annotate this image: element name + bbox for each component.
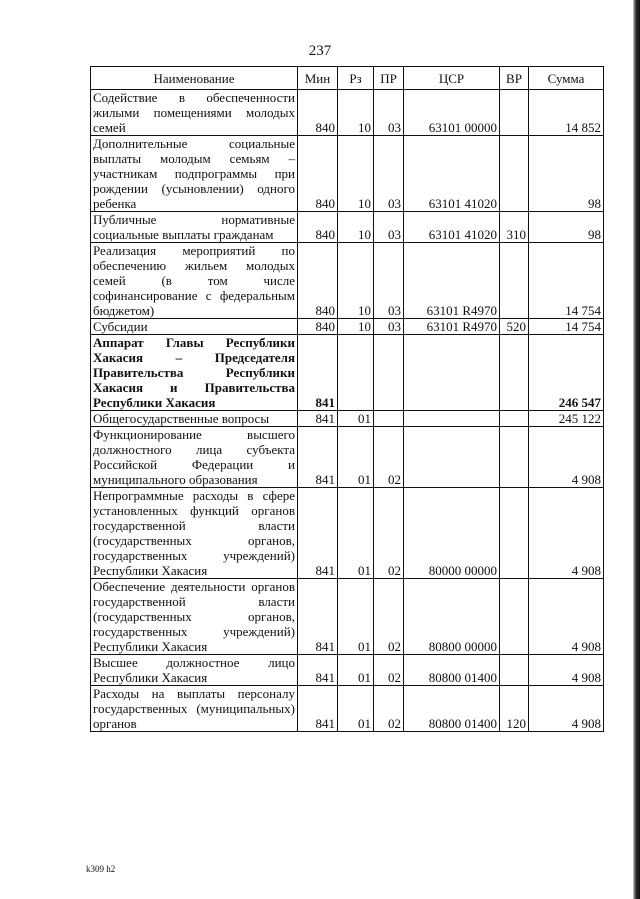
- cell-min: 840: [298, 90, 338, 136]
- cell-min: 841: [298, 579, 338, 655]
- cell-vr: [500, 136, 529, 212]
- column-header-sum: Сумма: [529, 67, 604, 90]
- cell-pr: [374, 411, 404, 427]
- table-row: [91, 90, 604, 136]
- cell-rz: 01: [338, 686, 374, 732]
- cell-vr: 120: [500, 686, 529, 732]
- cell-pr: 03: [374, 319, 404, 335]
- page-number: 237: [308, 43, 332, 59]
- cell-name: Реализация мероприятий по обеспечению жильем молодых семей (в том числе софинансирование с федеральным бюджетом): [91, 243, 298, 319]
- table-row: [91, 136, 604, 212]
- cell-csr: 80000 00000: [404, 488, 500, 579]
- cell-csr: [404, 335, 500, 411]
- cell-sum: 4 908: [529, 655, 604, 686]
- cell-vr: [500, 579, 529, 655]
- cell-min: 840: [298, 212, 338, 243]
- cell-sum: 245 122: [529, 411, 604, 427]
- cell-min: 840: [298, 136, 338, 212]
- cell-pr: 03: [374, 243, 404, 319]
- table-row: [91, 243, 604, 319]
- cell-sum: 98: [529, 136, 604, 212]
- cell-sum: 14 754: [529, 243, 604, 319]
- cell-sum: 14 754: [529, 319, 604, 335]
- cell-vr: 310: [500, 212, 529, 243]
- cell-rz: 01: [338, 411, 374, 427]
- table-row: [91, 212, 604, 243]
- cell-csr: [404, 427, 500, 488]
- cell-sum: 246 547: [529, 335, 604, 411]
- cell-pr: 03: [374, 90, 404, 136]
- cell-rz: 10: [338, 243, 374, 319]
- cell-pr: 02: [374, 427, 404, 488]
- budget-table: [90, 66, 604, 732]
- cell-csr: 63101 00000: [404, 90, 500, 136]
- table-row: [91, 686, 604, 732]
- table-row: [91, 411, 604, 427]
- document-code: k309 h2: [86, 864, 116, 874]
- cell-rz: 01: [338, 655, 374, 686]
- cell-name: Дополнительные социальные выплаты молодым семьям – участникам подпрограммы при рождении (усыновлении) одного ребенка: [91, 136, 298, 212]
- cell-name: Высшее должностное лицо Республики Хакасия: [91, 655, 298, 686]
- table-row-section: [91, 335, 604, 411]
- cell-name: Общегосударственные вопросы: [91, 411, 298, 427]
- cell-sum: 4 908: [529, 427, 604, 488]
- cell-csr: 63101 41020: [404, 136, 500, 212]
- cell-csr: 63101 41020: [404, 212, 500, 243]
- cell-vr: [500, 243, 529, 319]
- cell-name: Публичные нормативные социальные выплаты гражданам: [91, 212, 298, 243]
- cell-min: 841: [298, 686, 338, 732]
- cell-vr: [500, 90, 529, 136]
- cell-name: Субсидии: [91, 319, 298, 335]
- cell-rz: 10: [338, 136, 374, 212]
- cell-name: Непрограммные расходы в сфере установленных функций органов государственной власти (государственных органов, государственных учреждений) Республики Хакасия: [91, 488, 298, 579]
- cell-rz: [338, 335, 374, 411]
- cell-pr: [374, 335, 404, 411]
- cell-name: Обеспечение деятельности органов государственной власти (государственных органов, государственных учреждений) Республики Хакасия: [91, 579, 298, 655]
- cell-csr: 80800 01400: [404, 686, 500, 732]
- cell-vr: [500, 655, 529, 686]
- column-header-pr: ПР: [374, 67, 404, 90]
- cell-vr: 520: [500, 319, 529, 335]
- cell-name: Аппарат Главы Республики Хакасия – Председателя Правительства Республики Хакасия и Правительства Республики Хакасия: [91, 335, 298, 411]
- cell-min: 840: [298, 319, 338, 335]
- cell-sum: 4 908: [529, 488, 604, 579]
- cell-min: 841: [298, 335, 338, 411]
- cell-pr: 03: [374, 212, 404, 243]
- column-header-name: Наименование: [91, 67, 298, 90]
- column-header-rz: Рз: [338, 67, 374, 90]
- cell-csr: [404, 411, 500, 427]
- scan-edge-shadow: [633, 0, 640, 899]
- cell-name: Содействие в обеспеченности жилыми помещениями молодых семей: [91, 90, 298, 136]
- cell-csr: 63101 R4970: [404, 319, 500, 335]
- cell-pr: 03: [374, 136, 404, 212]
- cell-pr: 02: [374, 655, 404, 686]
- cell-min: 841: [298, 427, 338, 488]
- cell-name: Расходы на выплаты персоналу государственных (муниципальных) органов: [91, 686, 298, 732]
- cell-sum: 4 908: [529, 686, 604, 732]
- column-header-csr: ЦСР: [404, 67, 500, 90]
- cell-rz: 10: [338, 319, 374, 335]
- table-row: [91, 427, 604, 488]
- cell-pr: 02: [374, 686, 404, 732]
- cell-sum: 98: [529, 212, 604, 243]
- table-header-row: [91, 67, 604, 90]
- cell-vr: [500, 411, 529, 427]
- cell-min: 840: [298, 243, 338, 319]
- table-row: [91, 319, 604, 335]
- cell-csr: 80800 01400: [404, 655, 500, 686]
- cell-sum: 14 852: [529, 90, 604, 136]
- cell-rz: 01: [338, 579, 374, 655]
- cell-rz: 10: [338, 212, 374, 243]
- cell-sum: 4 908: [529, 579, 604, 655]
- cell-vr: [500, 427, 529, 488]
- table-row: [91, 655, 604, 686]
- cell-csr: 63101 R4970: [404, 243, 500, 319]
- cell-csr: 80800 00000: [404, 579, 500, 655]
- column-header-min: Мин: [298, 67, 338, 90]
- cell-pr: 02: [374, 488, 404, 579]
- cell-rz: 10: [338, 90, 374, 136]
- table-row: [91, 579, 604, 655]
- cell-rz: 01: [338, 488, 374, 579]
- cell-min: 841: [298, 411, 338, 427]
- cell-min: 841: [298, 655, 338, 686]
- cell-min: 841: [298, 488, 338, 579]
- column-header-vr: ВР: [500, 67, 529, 90]
- cell-name: Функционирование высшего должностного лица субъекта Российской Федерации и муниципального образования: [91, 427, 298, 488]
- table-row: [91, 488, 604, 579]
- cell-vr: [500, 335, 529, 411]
- cell-pr: 02: [374, 579, 404, 655]
- cell-vr: [500, 488, 529, 579]
- cell-rz: 01: [338, 427, 374, 488]
